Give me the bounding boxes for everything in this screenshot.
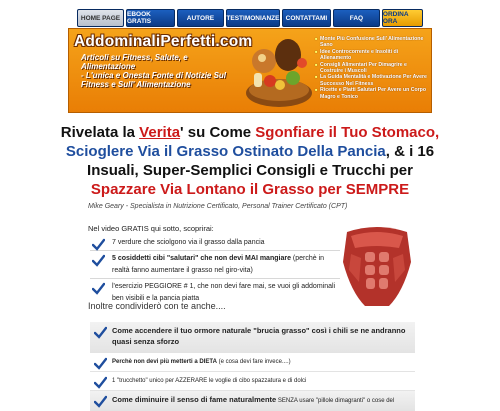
- headline-verita: Verita: [139, 124, 181, 141]
- banner-bullet: ■ Idee Controcorrente e Insoliti di Allenamento: [315, 49, 430, 62]
- banner-bullet: ■ Ricette e Piatti Salutari Per Avere un Corpo Magro e Tonico: [315, 87, 430, 100]
- author-credit: Mike Geary - Specialista in Nutrizione Certificato, Personal Trainer Certificato (CPT): [88, 203, 348, 210]
- also-heading: Inoltre condividerò con te anche....: [88, 301, 226, 311]
- headline-text: ' su Come: [180, 124, 256, 141]
- list-item: [90, 253, 340, 277]
- top-navigation: [77, 8, 423, 28]
- item-bold: Come accendere il tuo ormore naturale "brucia grasso" così i chili se ne andranno quasi senza sforzo: [112, 326, 406, 346]
- banner-bullet: ■ Consigli Alimentari Per Dimagrire e Costruire i Muscoli: [315, 62, 430, 75]
- item-bold: Come diminuire il senso di fame naturalmente: [112, 395, 277, 404]
- banner-bullet: ■ Monte Più Confusione Sull' Alimentazione Sano: [315, 36, 430, 49]
- divider: [90, 278, 340, 279]
- checkmark-icon: [94, 376, 107, 389]
- video-intro: Nel video GRATIS qui sotto, scoprirai:: [88, 224, 214, 233]
- benefits-list: [90, 237, 340, 305]
- benefit-bold: 5 cosiddetti cibi "salutari" che non devi MAI mangiare: [112, 255, 291, 262]
- list-item: [90, 322, 415, 353]
- list-item: [90, 391, 415, 411]
- checkmark-icon: [92, 254, 105, 267]
- nav-ebook[interactable]: EBOOK GRATIS: [126, 9, 175, 27]
- main-headline: [60, 123, 440, 199]
- item-bold: Perchè non devi più metterti a DIETA: [112, 359, 217, 365]
- abdominal-muscles-image: [337, 222, 417, 308]
- header-banner: [68, 28, 432, 113]
- list-item: [90, 353, 415, 372]
- secondary-benefits-list: [90, 322, 415, 411]
- nav-contact[interactable]: CONTATTAMI: [282, 9, 331, 27]
- nav-author[interactable]: AUTORE: [177, 9, 224, 27]
- item-text: SENZA usare "pillole dimagranti" o cose del: [276, 398, 395, 404]
- healthy-food-image: [244, 33, 314, 109]
- tagline-line-2: - L'unica e Onesta Fonte di Notizie Sul Fitness e Sull' Alimentazione: [81, 71, 227, 89]
- nav-home[interactable]: HOME PAGE: [77, 9, 124, 27]
- headline-spazzare: Spazzare Via Lontano il Grasso per SEMPRE: [90, 181, 410, 198]
- benefit-text: 7 verdure che sciolgono via il grasso dalla pancia: [112, 239, 265, 246]
- checkmark-icon: [94, 326, 107, 339]
- headline-scioglere: Scioglere Via il Grasso Ostinato Della Pancia: [65, 143, 386, 160]
- divider: [90, 250, 340, 251]
- headline-text: , & i 16 Insuali, Super-Semplici Consigli e Trucchi per: [87, 143, 435, 179]
- banner-bullet: ■ La Guida Mentalità e Motivazione Per Avere Successo Nel Fitness: [315, 74, 430, 87]
- list-item: [90, 372, 415, 391]
- item-text: (e cosa devi fare invece....): [216, 359, 291, 365]
- headline-text: Rivelata la: [60, 124, 140, 141]
- headline-sgonfiare: Sgonfiare il Tuo Stomaco,: [255, 124, 440, 141]
- list-item: [90, 237, 340, 249]
- checkmark-icon: [94, 357, 107, 370]
- banner-feature-list: [315, 36, 430, 100]
- benefit-text: (perchè in realtà fanno aumentare il grasso nel giro-vita): [112, 255, 325, 274]
- item-text: 1 "trucchetto" unico per AZZERARE le voglie di cibo spazzatura e di dolci: [112, 378, 307, 384]
- checkmark-icon: [92, 282, 105, 295]
- nav-faq[interactable]: FAQ: [333, 9, 380, 27]
- banner-tagline: [81, 53, 231, 89]
- nav-order-now[interactable]: ORDINA ORA: [382, 9, 423, 27]
- nav-testimonials[interactable]: TESTIMONIANZE: [226, 9, 280, 27]
- site-logo[interactable]: AddominaliPerfetti.com: [74, 33, 253, 50]
- checkmark-icon: [92, 238, 105, 251]
- tagline-line-1: Articoli su Fitness, Salute, e Alimentazione: [81, 53, 188, 71]
- checkmark-icon: [94, 395, 107, 408]
- benefit-text: l'esercizio PEGGIORE # 1, che non devi fare mai, se vuoi gli addominali ben visibili e la pancia piatta: [112, 283, 336, 302]
